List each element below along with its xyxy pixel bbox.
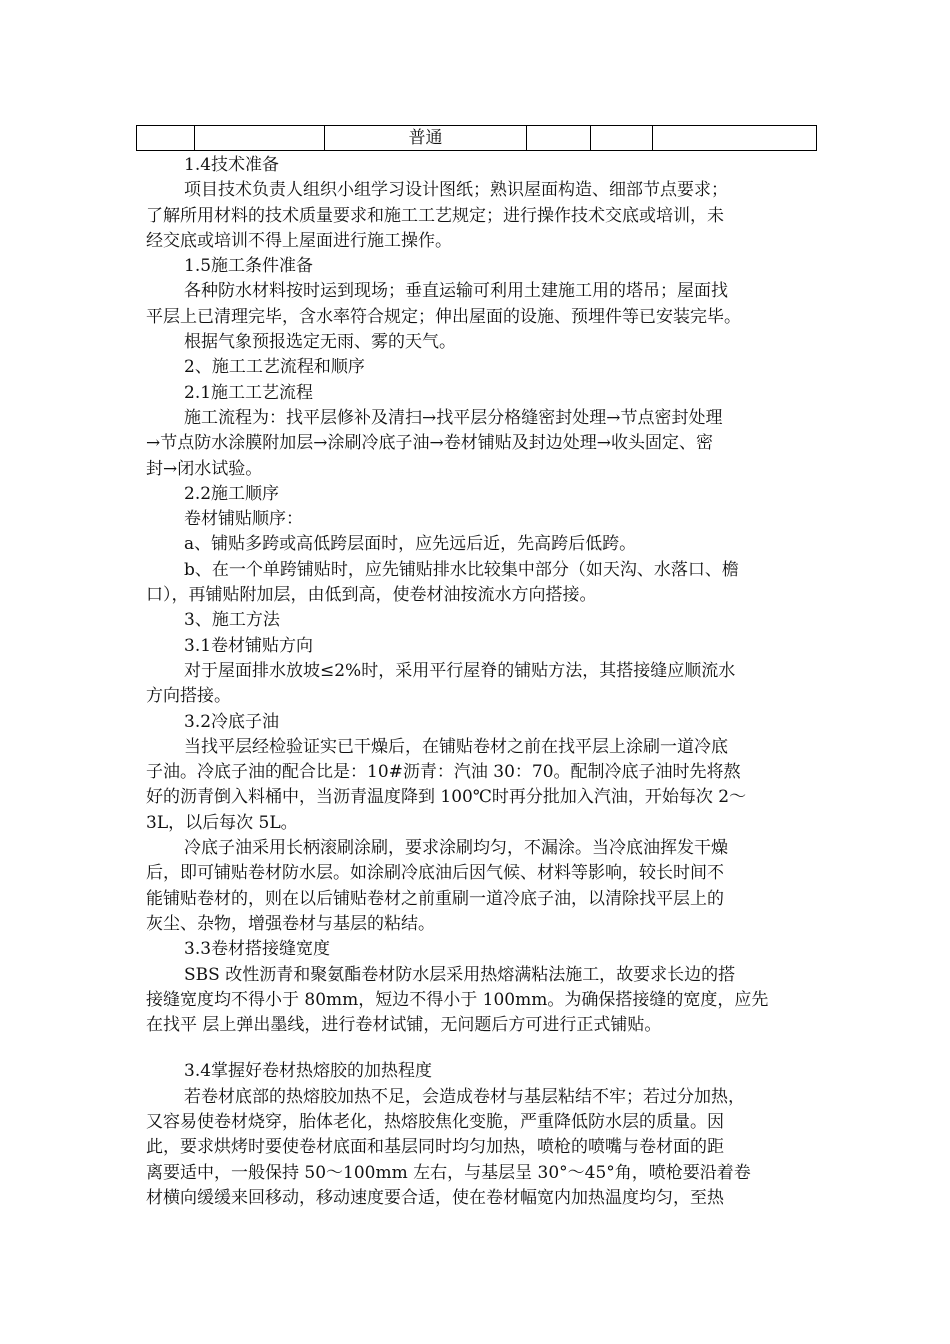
- text-line: 3.2冷底子油: [184, 711, 280, 732]
- text-line: 1.5施工条件准备: [184, 256, 314, 277]
- text-line: 又容易使卷材烧穿，胎体老化，热熔胶焦化变脆，严重降低防水层的质量。因: [146, 1111, 724, 1132]
- text-line: 平层上已清理完毕，含水率符合规定；伸出屋面的设施、预埋件等已安装完毕。: [146, 306, 741, 327]
- table-cell: [527, 126, 591, 151]
- text-line: 好的沥青倒入料桶中，当沥青温度降到 100℃时再分批加入汽油，开始每次 2～: [146, 787, 747, 808]
- text-line: 子油。冷底子油的配合比是：10#沥青：汽油 30：70。配制冷底子油时先将熬: [146, 762, 741, 783]
- text-line: 接缝宽度均不得小于 80mm，短边不得小于 100mm。为确保搭接缝的宽度，应先: [146, 989, 769, 1010]
- table-cell: [195, 126, 325, 151]
- text-line: 方向搭接。: [146, 686, 231, 707]
- text-line: 3.4掌握好卷材热熔胶的加热程度: [184, 1061, 433, 1082]
- text-line: 经交底或培训不得上屋面进行施工操作。: [146, 230, 452, 251]
- text-line: 灰尘、杂物，增强卷材与基层的粘结。: [146, 913, 435, 934]
- text-line: 3、施工方法: [184, 610, 280, 631]
- text-line: 能铺贴卷材的，则在以后铺贴卷材之前重刷一道冷底子油，以清除找平层上的: [146, 888, 724, 909]
- document-body: [146, 153, 816, 1211]
- text-line: 此，要求烘烤时要使卷材底面和基层同时均匀加热，喷枪的喷嘴与卷材面的距: [146, 1137, 724, 1158]
- text-line: 离要适中，一般保持 50～100mm 左右，与基层呈 30°～45°角，喷枪要沿着卷: [146, 1162, 751, 1183]
- text-line: 对于屋面排水放坡≤2%时，采用平行屋脊的铺贴方法，其搭接缝应顺流水: [184, 660, 736, 681]
- table-cell: [137, 126, 195, 151]
- table-cell: [653, 126, 817, 151]
- text-line: 3.1卷材铺贴方向: [184, 635, 314, 656]
- text-line: 在找平 层上弹出墨线，进行卷材试铺，无问题后方可进行正式铺贴。: [146, 1015, 662, 1036]
- spec-table: [136, 125, 817, 151]
- text-line: 了解所用材料的技术质量要求和施工工艺规定；进行操作技术交底或培训，未: [146, 205, 724, 226]
- text-line: 当找平层经检验证实已干燥后，在铺贴卷材之前在找平层上涂刷一道冷底: [184, 736, 728, 757]
- text-line: 封→闭水试验。: [146, 458, 263, 479]
- text-line: 3.3卷材搭接缝宽度: [184, 939, 331, 960]
- text-line: 后，即可铺贴卷材防水层。如涂刷冷底油后因气候、材料等影响，较长时间不: [146, 863, 724, 884]
- blank-line: [146, 1038, 816, 1059]
- text-line: 材横向缓缓来回移动，移动速度要合适，使在卷材幅宽内加热温度均匀，至热: [146, 1187, 724, 1208]
- text-line: →节点防水涂膜附加层→涂刷冷底子油→卷材铺贴及封边处理→收头固定、密: [146, 433, 713, 454]
- text-line: 2、施工工艺流程和顺序: [184, 357, 365, 378]
- text-line: 口），再铺贴附加层，由低到高，使卷材油按流水方向搭接。: [146, 585, 597, 606]
- text-line: 若卷材底部的热熔胶加热不足，会造成卷材与基层粘结不牢；若过分加热，: [184, 1086, 745, 1107]
- text-line: 卷材铺贴顺序：: [184, 509, 303, 530]
- text-line: 3L，以后每次 5L。: [146, 812, 298, 833]
- text-line: 冷底子油采用长柄滚刷涂刷，要求涂刷均匀，不漏涂。当冷底油挥发干燥: [184, 838, 728, 859]
- text-line: 1.4技术准备: [184, 155, 280, 175]
- text-line: 2.2施工顺序: [184, 483, 280, 504]
- text-line: 2.1施工工艺流程: [184, 382, 314, 403]
- text-line: 各种防水材料按时运到现场；垂直运输可利用土建施工用的塔吊；屋面找: [184, 281, 728, 302]
- text-line: 施工流程为：找平层修补及清扫→找平层分格缝密封处理→节点密封处理: [184, 407, 723, 428]
- text-line: b、在一个单跨铺贴时，应先铺贴排水比较集中部分（如天沟、水落口、檐: [184, 559, 739, 580]
- text-line: 根据气象预报选定无雨、雾的天气。: [184, 332, 456, 353]
- text-line: SBS 改性沥青和聚氨酯卷材防水层采用热熔满粘法施工，故要求长边的搭: [184, 964, 736, 985]
- table-row: [137, 126, 817, 151]
- text-line: a、铺贴多跨或高低跨层面时，应先远后近，先高跨后低跨。: [184, 534, 637, 555]
- table-cell: [591, 126, 653, 151]
- table-cell: 普通: [325, 126, 527, 151]
- text-line: 项目技术负责人组织小组学习设计图纸；熟识屋面构造、细部节点要求；: [184, 180, 728, 201]
